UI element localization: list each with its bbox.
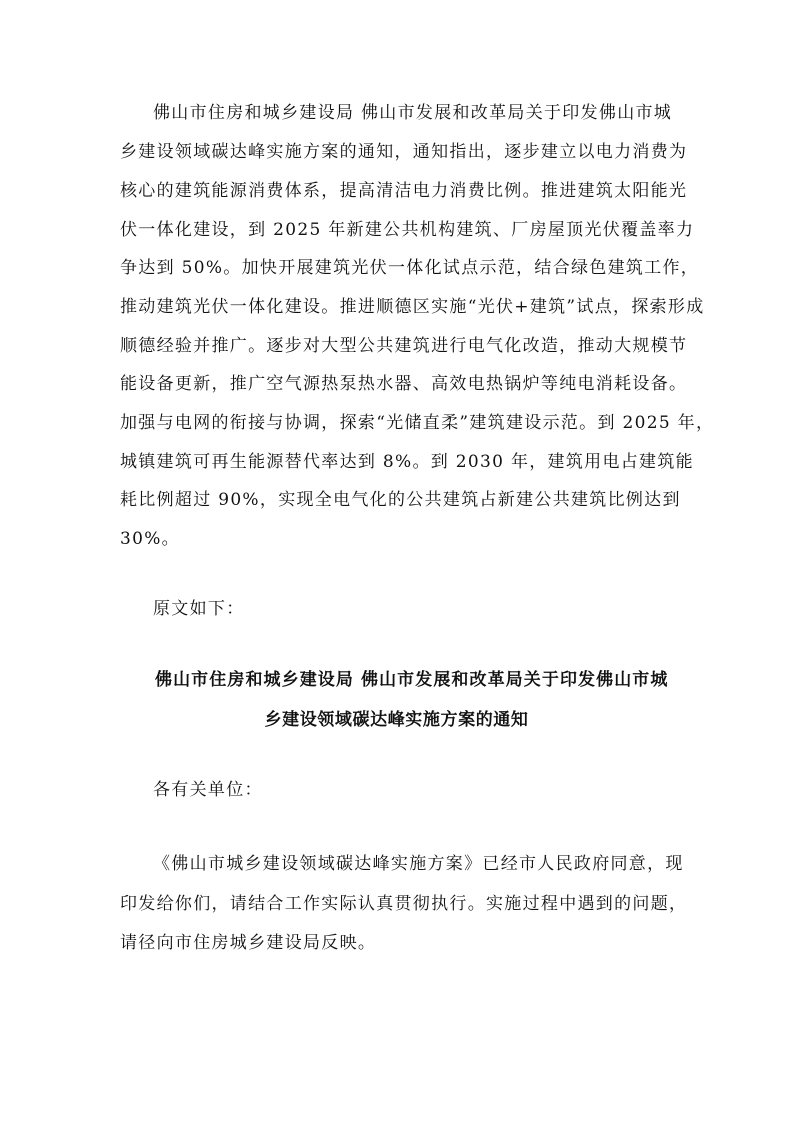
intro-line: 争达到 50%。加快开展建筑光伏一体化试点示范，结合绿色建筑工作， (120, 258, 700, 278)
intro-line: 加强与电网的衔接与协调，探索“光储直柔”建筑建设示范。到 2025 年， (120, 413, 715, 433)
intro-line: 耗比例超过 90%，实现全电气化的公共建筑占新建公共建筑比例达到 (120, 490, 681, 510)
body-line: 印发给你们，请结合工作实际认真贯彻执行。实施过程中遇到的问题， (120, 894, 688, 914)
title-line-2: 乡建设领域碳达峰实施方案的通知 (264, 710, 529, 730)
body-line: 请径向市住房城乡建设局反映。 (120, 933, 377, 953)
intro-line: 伏一体化建设，到 2025 年新建公共机构建筑、厂房屋顶光伏覆盖率力 (120, 220, 695, 240)
intro-line: 30%。 (120, 529, 180, 549)
intro-line: 城镇建筑可再生能源替代率达到 8%。到 2030 年，建筑用电占建筑能 (120, 452, 694, 472)
intro-line: 能设备更新，推广空气源热泵热水器、高效电热锅炉等纯电消耗设备。 (120, 374, 688, 394)
intro-line: 乡建设领域碳达峰实施方案的通知，通知指出，逐步建立以电力消费为 (120, 142, 688, 162)
original-text-label: 原文如下： (153, 599, 245, 619)
intro-line: 佛山市住房和城乡建设局 佛山市发展和改革局关于印发佛山市城 (153, 103, 673, 123)
salutation: 各有关单位： (153, 780, 263, 800)
title-line-1: 佛山市住房和城乡建设局 佛山市发展和改革局关于印发佛山市城 (155, 670, 668, 690)
body-line: 《佛山市城乡建设领域碳达峰实施方案》已经市人民政府同意，现 (153, 854, 684, 874)
intro-line: 推动建筑光伏一体化建设。推进顺德区实施“光伏+建筑”试点，探索形成 (120, 297, 705, 317)
intro-line: 核心的建筑能源消费体系，提高清洁电力消费比例。推进建筑太阳能光 (120, 181, 688, 201)
intro-line: 顺德经验并推广。逐步对大型公共建筑进行电气化改造，推动大规模节 (120, 336, 688, 356)
